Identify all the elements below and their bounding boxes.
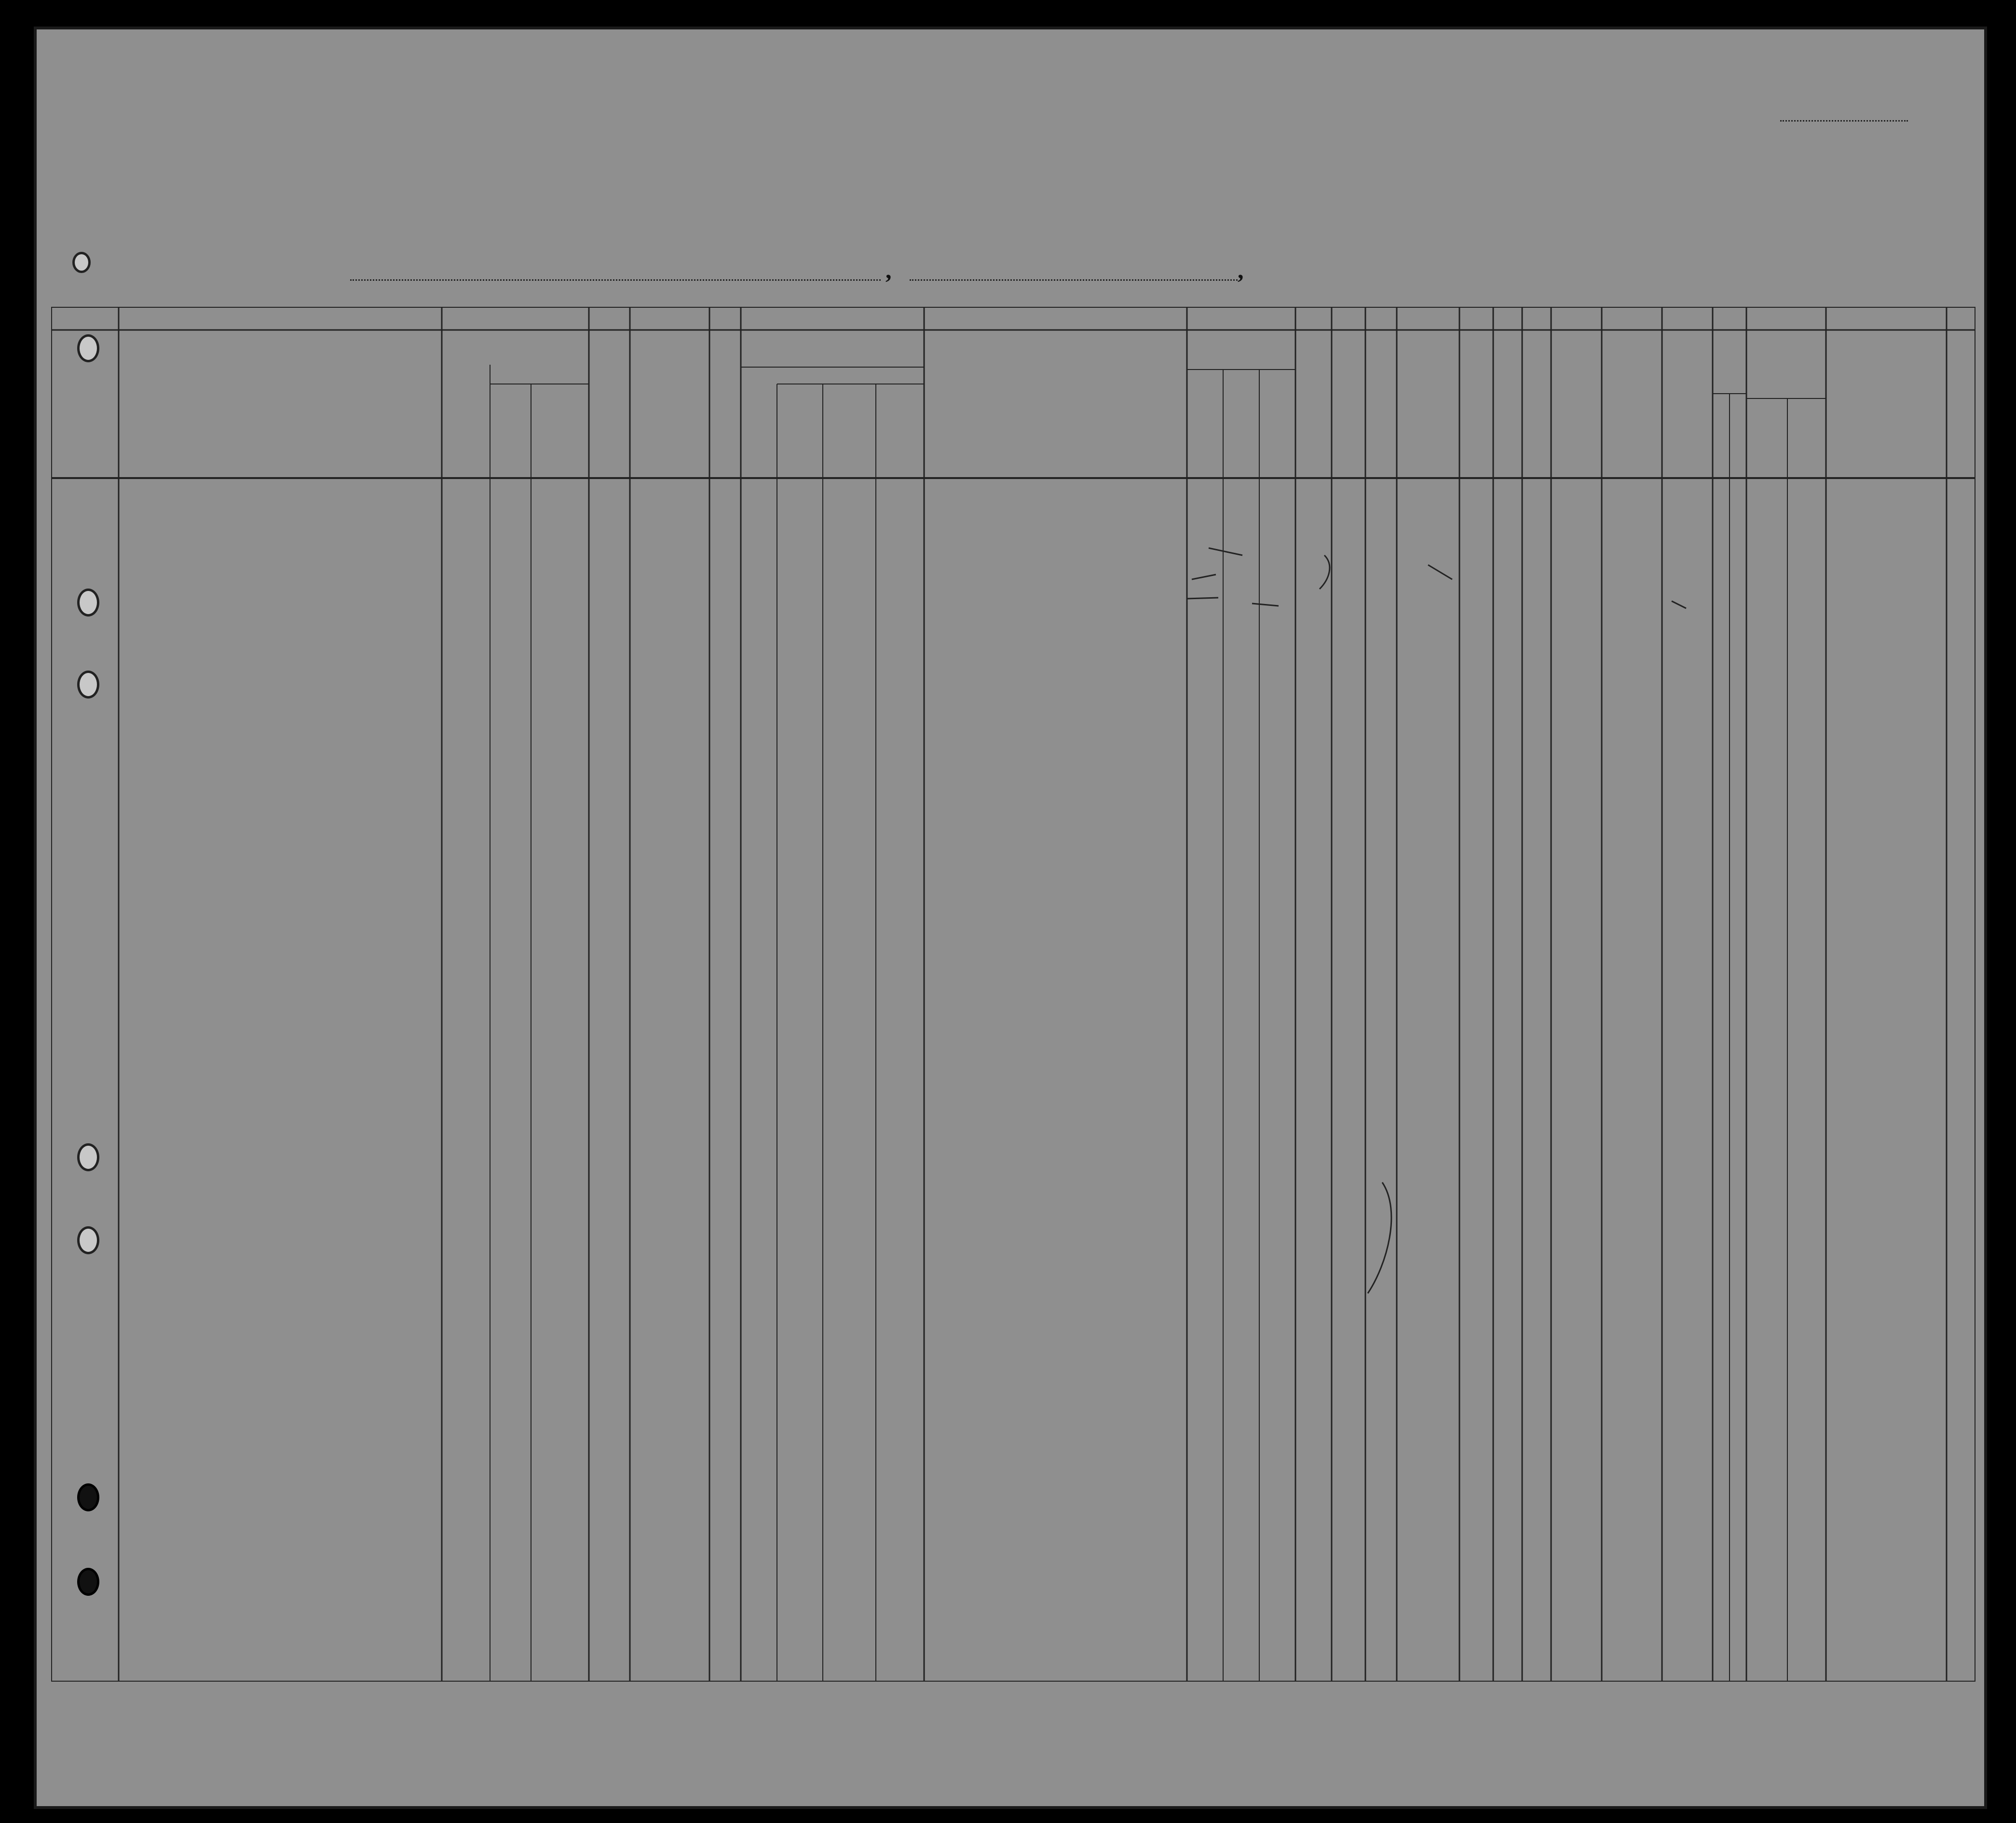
check-mark — [1209, 548, 1242, 555]
binder-hole — [72, 252, 91, 273]
binder-hole — [77, 671, 99, 699]
binder-hole — [77, 1143, 99, 1171]
strike-mark — [1187, 598, 1218, 599]
pencil-tick-mark — [1192, 575, 1216, 579]
comma-mark-2: , — [1238, 257, 1244, 284]
binder-hole — [77, 1226, 99, 1254]
handwritten-marks — [37, 29, 1987, 1809]
binder-hole — [77, 1483, 99, 1511]
manifest-sheet — [34, 27, 1987, 1809]
underline-mark — [1252, 603, 1279, 606]
binder-hole — [77, 334, 99, 362]
small-mark — [1672, 601, 1686, 608]
pencil-stroke — [1368, 1182, 1391, 1293]
slash-mark — [1428, 565, 1452, 579]
comma-mark: , — [885, 257, 892, 284]
binder-hole — [77, 589, 99, 617]
binder-hole — [77, 1568, 99, 1596]
pencil-curve — [1320, 555, 1330, 589]
